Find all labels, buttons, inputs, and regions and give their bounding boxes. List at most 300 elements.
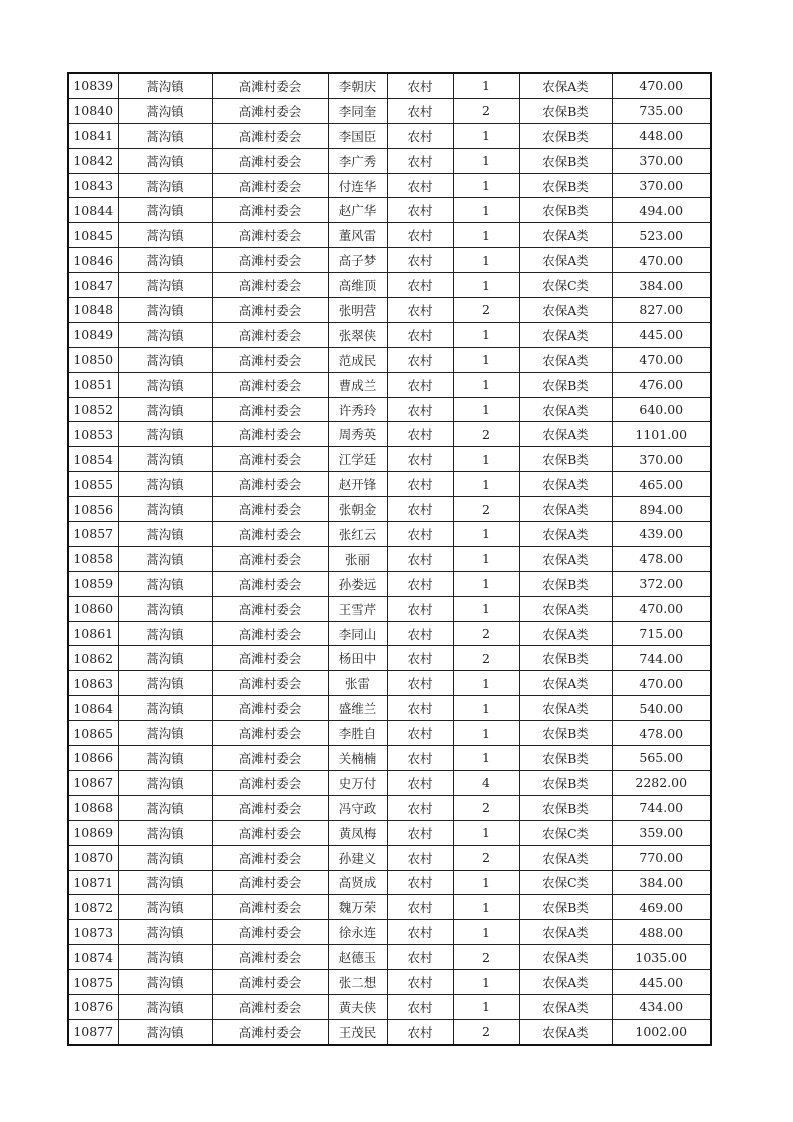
cell-village-committee: 高滩村委会 (212, 322, 328, 347)
cell-insurance-category: 农保A类 (519, 223, 612, 248)
cell-amount: 1002.00 (612, 1019, 711, 1044)
cell-household-type: 农村 (387, 148, 453, 173)
cell-record-id: 10857 (68, 522, 118, 547)
cell-village-committee: 高滩村委会 (212, 298, 328, 323)
cell-town: 蒿沟镇 (118, 920, 212, 945)
cell-amount: 370.00 (612, 447, 711, 472)
cell-record-id: 10853 (68, 422, 118, 447)
cell-household-type: 农村 (387, 372, 453, 397)
table-row (68, 920, 711, 945)
cell-member-count: 1 (453, 347, 519, 372)
cell-record-id: 10863 (68, 671, 118, 696)
cell-household-type: 农村 (387, 795, 453, 820)
cell-village-committee: 高滩村委会 (212, 621, 328, 646)
cell-amount: 478.00 (612, 546, 711, 571)
table-row (68, 98, 711, 123)
cell-amount: 445.00 (612, 322, 711, 347)
cell-village-committee: 高滩村委会 (212, 347, 328, 372)
cell-member-count: 2 (453, 422, 519, 447)
cell-household-type: 农村 (387, 522, 453, 547)
cell-town: 蒿沟镇 (118, 721, 212, 746)
cell-village-committee: 高滩村委会 (212, 870, 328, 895)
cell-amount: 465.00 (612, 472, 711, 497)
cell-member-count: 1 (453, 397, 519, 422)
cell-town: 蒿沟镇 (118, 845, 212, 870)
cell-household-type: 农村 (387, 248, 453, 273)
cell-town: 蒿沟镇 (118, 98, 212, 123)
table-body (68, 73, 711, 1045)
cell-person-name: 高维顶 (328, 273, 387, 298)
cell-person-name: 孙建义 (328, 845, 387, 870)
cell-record-id: 10848 (68, 298, 118, 323)
cell-record-id: 10869 (68, 820, 118, 845)
cell-town: 蒿沟镇 (118, 746, 212, 771)
table-row (68, 696, 711, 721)
cell-insurance-category: 农保B类 (519, 646, 612, 671)
cell-village-committee: 高滩村委会 (212, 646, 328, 671)
cell-person-name: 关楠楠 (328, 746, 387, 771)
table-row (68, 397, 711, 422)
table-row (68, 1019, 711, 1044)
cell-insurance-category: 农保B类 (519, 746, 612, 771)
cell-insurance-category: 农保B类 (519, 173, 612, 198)
cell-member-count: 1 (453, 198, 519, 223)
cell-insurance-category: 农保B类 (519, 895, 612, 920)
cell-household-type: 农村 (387, 746, 453, 771)
cell-member-count: 1 (453, 596, 519, 621)
cell-town: 蒿沟镇 (118, 820, 212, 845)
table-row (68, 347, 711, 372)
table-row (68, 148, 711, 173)
cell-village-committee: 高滩村委会 (212, 920, 328, 945)
cell-household-type: 农村 (387, 347, 453, 372)
cell-record-id: 10851 (68, 372, 118, 397)
cell-town: 蒿沟镇 (118, 248, 212, 273)
cell-record-id: 10864 (68, 696, 118, 721)
cell-town: 蒿沟镇 (118, 198, 212, 223)
cell-record-id: 10859 (68, 571, 118, 596)
cell-person-name: 张丽 (328, 546, 387, 571)
cell-person-name: 高子梦 (328, 248, 387, 273)
cell-record-id: 10873 (68, 920, 118, 945)
cell-insurance-category: 农保A类 (519, 621, 612, 646)
cell-household-type: 农村 (387, 223, 453, 248)
cell-village-committee: 高滩村委会 (212, 845, 328, 870)
cell-member-count: 2 (453, 497, 519, 522)
cell-person-name: 高贤成 (328, 870, 387, 895)
cell-member-count: 1 (453, 322, 519, 347)
cell-amount: 640.00 (612, 397, 711, 422)
cell-household-type: 农村 (387, 721, 453, 746)
cell-person-name: 李朝庆 (328, 73, 387, 98)
cell-insurance-category: 农保B类 (519, 148, 612, 173)
cell-member-count: 1 (453, 372, 519, 397)
table-row (68, 820, 711, 845)
cell-insurance-category: 农保B类 (519, 770, 612, 795)
cell-amount: 434.00 (612, 994, 711, 1019)
cell-record-id: 10866 (68, 746, 118, 771)
cell-town: 蒿沟镇 (118, 795, 212, 820)
cell-village-committee: 高滩村委会 (212, 895, 328, 920)
cell-insurance-category: 农保A类 (519, 472, 612, 497)
cell-record-id: 10865 (68, 721, 118, 746)
cell-insurance-category: 农保B类 (519, 447, 612, 472)
cell-village-committee: 高滩村委会 (212, 472, 328, 497)
cell-town: 蒿沟镇 (118, 223, 212, 248)
table-row (68, 472, 711, 497)
cell-insurance-category: 农保A类 (519, 347, 612, 372)
cell-household-type: 农村 (387, 198, 453, 223)
cell-village-committee: 高滩村委会 (212, 671, 328, 696)
cell-member-count: 2 (453, 1019, 519, 1044)
cell-person-name: 李同山 (328, 621, 387, 646)
cell-person-name: 江学廷 (328, 447, 387, 472)
cell-village-committee: 高滩村委会 (212, 795, 328, 820)
cell-person-name: 董风雷 (328, 223, 387, 248)
cell-town: 蒿沟镇 (118, 621, 212, 646)
cell-person-name: 曹成兰 (328, 372, 387, 397)
cell-insurance-category: 农保A类 (519, 298, 612, 323)
cell-person-name: 张雷 (328, 671, 387, 696)
cell-household-type: 农村 (387, 646, 453, 671)
cell-person-name: 李同奎 (328, 98, 387, 123)
cell-village-committee: 高滩村委会 (212, 173, 328, 198)
cell-household-type: 农村 (387, 123, 453, 148)
cell-town: 蒿沟镇 (118, 273, 212, 298)
cell-town: 蒿沟镇 (118, 173, 212, 198)
cell-member-count: 1 (453, 571, 519, 596)
cell-record-id: 10870 (68, 845, 118, 870)
cell-village-committee: 高滩村委会 (212, 148, 328, 173)
cell-household-type: 农村 (387, 845, 453, 870)
cell-household-type: 农村 (387, 970, 453, 995)
cell-person-name: 黄夫侠 (328, 994, 387, 1019)
cell-village-committee: 高滩村委会 (212, 721, 328, 746)
cell-record-id: 10860 (68, 596, 118, 621)
cell-member-count: 1 (453, 746, 519, 771)
cell-amount: 359.00 (612, 820, 711, 845)
cell-amount: 894.00 (612, 497, 711, 522)
cell-record-id: 10849 (68, 322, 118, 347)
table-row (68, 223, 711, 248)
cell-member-count: 2 (453, 945, 519, 970)
cell-amount: 448.00 (612, 123, 711, 148)
cell-insurance-category: 农保C类 (519, 273, 612, 298)
cell-insurance-category: 农保A类 (519, 522, 612, 547)
cell-household-type: 农村 (387, 820, 453, 845)
cell-town: 蒿沟镇 (118, 870, 212, 895)
cell-household-type: 农村 (387, 322, 453, 347)
cell-household-type: 农村 (387, 173, 453, 198)
cell-village-committee: 高滩村委会 (212, 571, 328, 596)
cell-record-id: 10877 (68, 1019, 118, 1044)
table-row (68, 945, 711, 970)
cell-household-type: 农村 (387, 546, 453, 571)
cell-amount: 827.00 (612, 298, 711, 323)
cell-household-type: 农村 (387, 98, 453, 123)
cell-person-name: 赵广华 (328, 198, 387, 223)
cell-household-type: 农村 (387, 497, 453, 522)
cell-insurance-category: 农保B类 (519, 721, 612, 746)
cell-town: 蒿沟镇 (118, 397, 212, 422)
cell-town: 蒿沟镇 (118, 1019, 212, 1044)
cell-record-id: 10867 (68, 770, 118, 795)
table-row (68, 895, 711, 920)
cell-amount: 2282.00 (612, 770, 711, 795)
cell-village-committee: 高滩村委会 (212, 422, 328, 447)
cell-member-count: 2 (453, 298, 519, 323)
cell-amount: 476.00 (612, 372, 711, 397)
table-row (68, 596, 711, 621)
cell-record-id: 10842 (68, 148, 118, 173)
cell-insurance-category: 农保B类 (519, 571, 612, 596)
cell-person-name: 许秀玲 (328, 397, 387, 422)
table-row (68, 721, 711, 746)
cell-amount: 384.00 (612, 273, 711, 298)
cell-amount: 384.00 (612, 870, 711, 895)
cell-town: 蒿沟镇 (118, 322, 212, 347)
cell-amount: 488.00 (612, 920, 711, 945)
cell-member-count: 1 (453, 123, 519, 148)
cell-member-count: 2 (453, 845, 519, 870)
cell-household-type: 农村 (387, 472, 453, 497)
cell-person-name: 徐永连 (328, 920, 387, 945)
cell-amount: 494.00 (612, 198, 711, 223)
cell-person-name: 盛维兰 (328, 696, 387, 721)
cell-member-count: 2 (453, 98, 519, 123)
cell-amount: 744.00 (612, 646, 711, 671)
cell-insurance-category: 农保A类 (519, 422, 612, 447)
cell-member-count: 1 (453, 223, 519, 248)
cell-amount: 540.00 (612, 696, 711, 721)
table-row (68, 422, 711, 447)
table-row (68, 870, 711, 895)
cell-member-count: 1 (453, 472, 519, 497)
cell-person-name: 黄凤梅 (328, 820, 387, 845)
cell-village-committee: 高滩村委会 (212, 820, 328, 845)
table-row (68, 198, 711, 223)
cell-insurance-category: 农保A类 (519, 945, 612, 970)
cell-household-type: 农村 (387, 945, 453, 970)
table-row (68, 795, 711, 820)
cell-amount: 370.00 (612, 148, 711, 173)
cell-amount: 470.00 (612, 671, 711, 696)
cell-record-id: 10841 (68, 123, 118, 148)
cell-village-committee: 高滩村委会 (212, 73, 328, 98)
cell-record-id: 10868 (68, 795, 118, 820)
cell-town: 蒿沟镇 (118, 472, 212, 497)
table-row (68, 970, 711, 995)
cell-record-id: 10846 (68, 248, 118, 273)
cell-record-id: 10872 (68, 895, 118, 920)
cell-town: 蒿沟镇 (118, 970, 212, 995)
cell-amount: 715.00 (612, 621, 711, 646)
cell-member-count: 1 (453, 870, 519, 895)
cell-insurance-category: 农保A类 (519, 845, 612, 870)
cell-insurance-category: 农保A类 (519, 248, 612, 273)
cell-member-count: 1 (453, 721, 519, 746)
table-row (68, 447, 711, 472)
cell-amount: 445.00 (612, 970, 711, 995)
cell-household-type: 农村 (387, 422, 453, 447)
cell-village-committee: 高滩村委会 (212, 497, 328, 522)
cell-record-id: 10875 (68, 970, 118, 995)
cell-insurance-category: 农保A类 (519, 397, 612, 422)
cell-town: 蒿沟镇 (118, 696, 212, 721)
cell-member-count: 1 (453, 696, 519, 721)
table-row (68, 372, 711, 397)
cell-amount: 744.00 (612, 795, 711, 820)
cell-amount: 770.00 (612, 845, 711, 870)
table-row (68, 497, 711, 522)
cell-amount: 523.00 (612, 223, 711, 248)
cell-person-name: 范成民 (328, 347, 387, 372)
cell-person-name: 杨田中 (328, 646, 387, 671)
cell-town: 蒿沟镇 (118, 123, 212, 148)
cell-member-count: 4 (453, 770, 519, 795)
cell-member-count: 1 (453, 994, 519, 1019)
cell-person-name: 赵开锋 (328, 472, 387, 497)
cell-record-id: 10843 (68, 173, 118, 198)
cell-village-committee: 高滩村委会 (212, 223, 328, 248)
records-table (67, 72, 712, 1046)
cell-town: 蒿沟镇 (118, 770, 212, 795)
cell-record-id: 10856 (68, 497, 118, 522)
cell-person-name: 李国臣 (328, 123, 387, 148)
cell-record-id: 10874 (68, 945, 118, 970)
cell-household-type: 农村 (387, 920, 453, 945)
cell-member-count: 1 (453, 820, 519, 845)
cell-amount: 470.00 (612, 73, 711, 98)
cell-household-type: 农村 (387, 770, 453, 795)
cell-household-type: 农村 (387, 1019, 453, 1044)
cell-village-committee: 高滩村委会 (212, 1019, 328, 1044)
cell-person-name: 冯守政 (328, 795, 387, 820)
cell-person-name: 王茂民 (328, 1019, 387, 1044)
cell-household-type: 农村 (387, 571, 453, 596)
cell-amount: 469.00 (612, 895, 711, 920)
cell-household-type: 农村 (387, 870, 453, 895)
cell-member-count: 1 (453, 920, 519, 945)
cell-insurance-category: 农保C类 (519, 870, 612, 895)
cell-village-committee: 高滩村委会 (212, 746, 328, 771)
cell-town: 蒿沟镇 (118, 571, 212, 596)
cell-record-id: 10845 (68, 223, 118, 248)
cell-village-committee: 高滩村委会 (212, 596, 328, 621)
cell-village-committee: 高滩村委会 (212, 248, 328, 273)
table-row (68, 571, 711, 596)
cell-household-type: 农村 (387, 273, 453, 298)
cell-insurance-category: 农保A类 (519, 596, 612, 621)
cell-member-count: 1 (453, 895, 519, 920)
table-row (68, 646, 711, 671)
cell-record-id: 10876 (68, 994, 118, 1019)
cell-record-id: 10858 (68, 546, 118, 571)
table-row (68, 546, 711, 571)
cell-village-committee: 高滩村委会 (212, 372, 328, 397)
cell-town: 蒿沟镇 (118, 994, 212, 1019)
table-row (68, 322, 711, 347)
cell-town: 蒿沟镇 (118, 522, 212, 547)
cell-town: 蒿沟镇 (118, 347, 212, 372)
table-row (68, 273, 711, 298)
cell-amount: 370.00 (612, 173, 711, 198)
cell-insurance-category: 农保A类 (519, 497, 612, 522)
cell-person-name: 魏万荣 (328, 895, 387, 920)
table-row (68, 994, 711, 1019)
cell-record-id: 10850 (68, 347, 118, 372)
cell-town: 蒿沟镇 (118, 497, 212, 522)
cell-insurance-category: 农保A类 (519, 322, 612, 347)
cell-village-committee: 高滩村委会 (212, 546, 328, 571)
cell-record-id: 10839 (68, 73, 118, 98)
cell-insurance-category: 农保B类 (519, 123, 612, 148)
cell-record-id: 10844 (68, 198, 118, 223)
cell-household-type: 农村 (387, 73, 453, 98)
cell-town: 蒿沟镇 (118, 546, 212, 571)
cell-person-name: 孙娄远 (328, 571, 387, 596)
cell-town: 蒿沟镇 (118, 945, 212, 970)
cell-amount: 470.00 (612, 248, 711, 273)
cell-amount: 735.00 (612, 98, 711, 123)
cell-person-name: 李广秀 (328, 148, 387, 173)
cell-household-type: 农村 (387, 397, 453, 422)
cell-member-count: 1 (453, 148, 519, 173)
cell-record-id: 10871 (68, 870, 118, 895)
table-row (68, 770, 711, 795)
cell-town: 蒿沟镇 (118, 73, 212, 98)
cell-insurance-category: 农保A类 (519, 1019, 612, 1044)
cell-village-committee: 高滩村委会 (212, 970, 328, 995)
cell-amount: 470.00 (612, 347, 711, 372)
cell-member-count: 2 (453, 646, 519, 671)
cell-village-committee: 高滩村委会 (212, 273, 328, 298)
cell-person-name: 赵德玉 (328, 945, 387, 970)
table-row (68, 671, 711, 696)
cell-member-count: 2 (453, 621, 519, 646)
cell-village-committee: 高滩村委会 (212, 770, 328, 795)
cell-amount: 565.00 (612, 746, 711, 771)
cell-village-committee: 高滩村委会 (212, 98, 328, 123)
cell-person-name: 张朝金 (328, 497, 387, 522)
cell-insurance-category: 农保A类 (519, 920, 612, 945)
cell-insurance-category: 农保B类 (519, 795, 612, 820)
cell-amount: 470.00 (612, 596, 711, 621)
cell-household-type: 农村 (387, 621, 453, 646)
cell-town: 蒿沟镇 (118, 148, 212, 173)
cell-insurance-category: 农保A类 (519, 994, 612, 1019)
cell-insurance-category: 农保C类 (519, 820, 612, 845)
cell-person-name: 周秀英 (328, 422, 387, 447)
cell-record-id: 10852 (68, 397, 118, 422)
cell-record-id: 10855 (68, 472, 118, 497)
cell-record-id: 10840 (68, 98, 118, 123)
cell-person-name: 付连华 (328, 173, 387, 198)
cell-village-committee: 高滩村委会 (212, 945, 328, 970)
cell-amount: 1101.00 (612, 422, 711, 447)
table-row (68, 746, 711, 771)
cell-member-count: 1 (453, 273, 519, 298)
cell-person-name: 张翠侠 (328, 322, 387, 347)
cell-amount: 478.00 (612, 721, 711, 746)
cell-member-count: 1 (453, 73, 519, 98)
cell-person-name: 史万付 (328, 770, 387, 795)
cell-town: 蒿沟镇 (118, 298, 212, 323)
cell-village-committee: 高滩村委会 (212, 397, 328, 422)
cell-village-committee: 高滩村委会 (212, 447, 328, 472)
cell-member-count: 1 (453, 970, 519, 995)
cell-household-type: 农村 (387, 596, 453, 621)
